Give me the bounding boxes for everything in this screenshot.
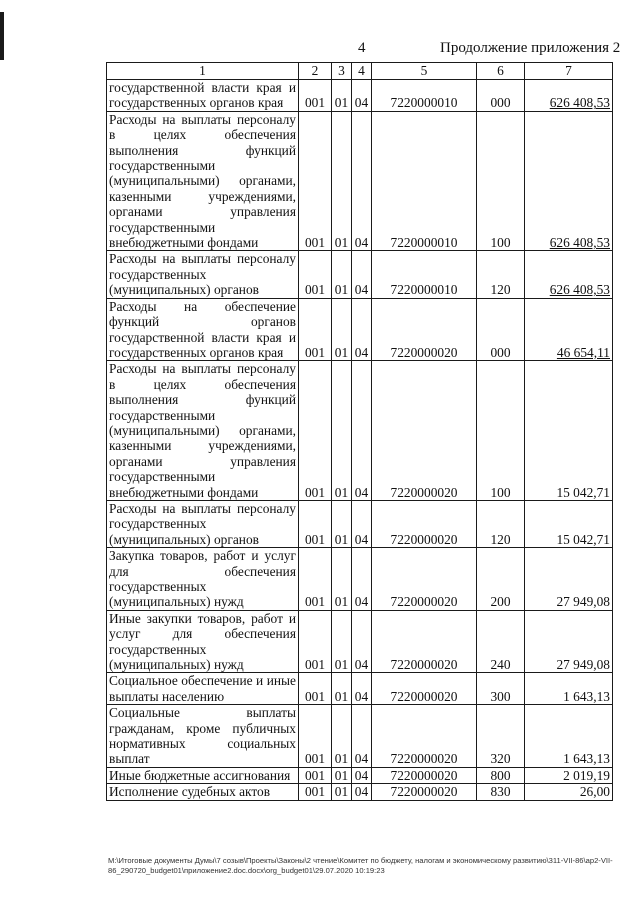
row-code-5: 240 [477, 610, 525, 673]
row-code-3: 04 [352, 548, 372, 611]
row-code-4: 7220000020 [372, 610, 477, 673]
row-name: Социальное обеспечение и иные выплаты населению [107, 673, 299, 705]
row-code-2: 01 [332, 767, 352, 783]
row-code-1: 001 [299, 251, 332, 298]
budget-table [106, 62, 613, 801]
row-name: Расходы на выплаты персоналу государственных (муниципальных) органов [107, 500, 299, 547]
row-code-4: 7220000020 [372, 767, 477, 783]
column-header-5: 5 [372, 63, 477, 80]
row-code-3: 04 [352, 767, 372, 783]
row-code-2: 01 [332, 361, 352, 501]
row-name: Исполнение судебных актов [107, 784, 299, 800]
row-amount: 15 042,71 [525, 361, 613, 501]
row-code-4: 7220000020 [372, 500, 477, 547]
row-code-1: 001 [299, 705, 332, 768]
row-code-2: 01 [332, 705, 352, 768]
row-code-4: 7220000020 [372, 784, 477, 800]
row-code-1: 001 [299, 500, 332, 547]
row-code-1: 001 [299, 548, 332, 611]
row-amount: 1 643,13 [525, 673, 613, 705]
row-code-5: 000 [477, 298, 525, 361]
row-code-5: 200 [477, 548, 525, 611]
table-row [107, 361, 613, 501]
row-code-4: 7220000020 [372, 548, 477, 611]
row-name: Расходы на выплаты персоналу в целях обеспечения выполнения функций государственными (муниципальными) органами, казенными учреждениями, органами управления государственными внебюджетными фондами [107, 361, 299, 501]
column-header-7: 7 [525, 63, 613, 80]
row-code-3: 04 [352, 673, 372, 705]
row-code-5: 100 [477, 361, 525, 501]
row-amount: 626 408,53 [525, 251, 613, 298]
table-row [107, 784, 613, 800]
page-number: 4 [358, 40, 366, 56]
row-name: Расходы на обеспечение функций органов государственной власти края и государственных органов края [107, 298, 299, 361]
row-code-2: 01 [332, 610, 352, 673]
row-code-4: 7220000010 [372, 111, 477, 251]
row-code-3: 04 [352, 111, 372, 251]
row-code-3: 04 [352, 361, 372, 501]
row-name: Закупка товаров, работ и услуг для обеспечения государственных (муниципальных) нужд [107, 548, 299, 611]
row-name: Социальные выплаты гражданам, кроме публичных нормативных социальных выплат [107, 705, 299, 768]
table-row [107, 767, 613, 783]
row-amount: 15 042,71 [525, 500, 613, 547]
table-row [107, 80, 613, 112]
table-row [107, 705, 613, 768]
row-code-1: 001 [299, 361, 332, 501]
row-code-2: 01 [332, 251, 352, 298]
column-header-4: 4 [352, 63, 372, 80]
column-header-6: 6 [477, 63, 525, 80]
row-name: Расходы на выплаты персоналу в целях обеспечения выполнения функций государственными (муниципальными) органами, казенными учреждениями, органами управления государственными внебюджетными фондами [107, 111, 299, 251]
row-code-3: 04 [352, 298, 372, 361]
table-row [107, 298, 613, 361]
row-amount: 27 949,08 [525, 610, 613, 673]
table-row [107, 111, 613, 251]
row-code-2: 01 [332, 80, 352, 112]
row-code-3: 04 [352, 80, 372, 112]
row-name: Иные бюджетные ассигнования [107, 767, 299, 783]
row-code-1: 001 [299, 784, 332, 800]
row-amount: 626 408,53 [525, 80, 613, 112]
row-code-3: 04 [352, 705, 372, 768]
row-code-4: 7220000010 [372, 80, 477, 112]
row-code-5: 120 [477, 251, 525, 298]
row-code-1: 001 [299, 673, 332, 705]
row-code-3: 04 [352, 500, 372, 547]
row-code-5: 800 [477, 767, 525, 783]
row-amount: 626 408,53 [525, 111, 613, 251]
row-code-5: 000 [477, 80, 525, 112]
row-code-5: 120 [477, 500, 525, 547]
table-row [107, 251, 613, 298]
scan-edge-mark [0, 12, 4, 60]
row-code-4: 7220000020 [372, 705, 477, 768]
row-code-2: 01 [332, 548, 352, 611]
row-amount: 1 643,13 [525, 705, 613, 768]
row-code-3: 04 [352, 251, 372, 298]
column-header-2: 2 [299, 63, 332, 80]
row-code-3: 04 [352, 610, 372, 673]
row-code-3: 04 [352, 784, 372, 800]
table-header-row [107, 63, 613, 80]
row-name: Иные закупки товаров, работ и услуг для обеспечения государственных (муниципальных) нужд [107, 610, 299, 673]
row-code-4: 7220000010 [372, 251, 477, 298]
table-row [107, 673, 613, 705]
row-code-4: 7220000020 [372, 298, 477, 361]
row-code-2: 01 [332, 298, 352, 361]
footer-file-path: M:\Итоговые документы Думы\7 созыв\Проекты\Законы\2 чтение\Комитет по бюджету, налогам и экономическому развитию\311-VII-86\ap2-VII-86_290720_budget01\приложение2.doc.docx\org_budget01\29.07.2020 10:19:23 [108, 856, 613, 875]
row-code-1: 001 [299, 298, 332, 361]
row-name: государственной власти края и государственных органов края [107, 80, 299, 112]
column-header-1: 1 [107, 63, 299, 80]
column-header-3: 3 [332, 63, 352, 80]
row-code-1: 001 [299, 111, 332, 251]
row-name: Расходы на выплаты персоналу государственных (муниципальных) органов [107, 251, 299, 298]
row-code-5: 830 [477, 784, 525, 800]
row-amount: 46 654,11 [525, 298, 613, 361]
row-code-5: 320 [477, 705, 525, 768]
row-code-2: 01 [332, 673, 352, 705]
row-code-2: 01 [332, 111, 352, 251]
row-code-4: 7220000020 [372, 361, 477, 501]
row-amount: 26,00 [525, 784, 613, 800]
row-code-5: 100 [477, 111, 525, 251]
table-row [107, 548, 613, 611]
row-code-5: 300 [477, 673, 525, 705]
row-code-1: 001 [299, 80, 332, 112]
row-amount: 2 019,19 [525, 767, 613, 783]
row-code-1: 001 [299, 767, 332, 783]
row-code-2: 01 [332, 500, 352, 547]
table-row [107, 500, 613, 547]
table-row [107, 610, 613, 673]
page-continuation-title: Продолжение приложения 2 [440, 40, 621, 56]
row-code-1: 001 [299, 610, 332, 673]
row-code-4: 7220000020 [372, 673, 477, 705]
row-amount: 27 949,08 [525, 548, 613, 611]
row-code-2: 01 [332, 784, 352, 800]
